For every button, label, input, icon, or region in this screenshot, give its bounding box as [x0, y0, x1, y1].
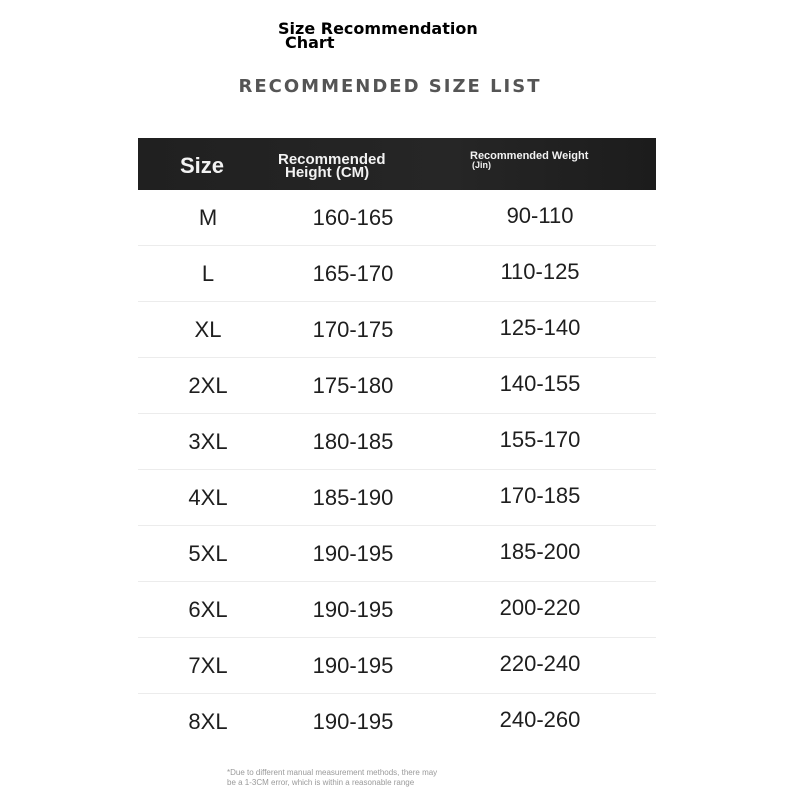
cell-size: 4XL [188, 485, 228, 510]
cell-size: 2XL [188, 373, 228, 398]
cell-size: 7XL [188, 653, 228, 678]
cell-size: 3XL [188, 429, 228, 454]
cell-height: 190-195 [312, 709, 394, 734]
recommended-size-list-heading: RECOMMENDED SIZE LIST [238, 76, 542, 97]
header-recommended-height [278, 153, 428, 179]
cell-weight: 155-170 [499, 427, 581, 452]
table-row [138, 190, 656, 246]
cell-size: L [201, 261, 215, 286]
cell-weight: 125-140 [499, 315, 581, 340]
table-row [138, 638, 656, 694]
cell-weight: 90-110 [506, 203, 574, 228]
table-row [138, 246, 656, 302]
cell-weight: 220-240 [499, 651, 581, 676]
chart-title-line1: Size Recommendation [278, 19, 478, 38]
cell-height: 170-175 [312, 317, 394, 342]
header-recommended-weight [470, 152, 640, 170]
cell-weight: 200-220 [499, 595, 581, 620]
cell-weight: 110-125 [500, 259, 580, 284]
cell-height: 185-190 [312, 485, 394, 510]
cell-height: 190-195 [312, 653, 394, 678]
cell-height: 160-165 [312, 205, 394, 230]
chart-title [278, 19, 518, 52]
cell-weight: 170-185 [499, 483, 581, 508]
header-weight-line2: (Jin) [472, 160, 491, 170]
header-weight-line1: Recommended Weight [470, 150, 589, 162]
table-row [138, 526, 656, 582]
table-row [138, 414, 656, 470]
table-row [138, 470, 656, 526]
cell-height: 190-195 [312, 541, 394, 566]
cell-height: 190-195 [312, 597, 394, 622]
cell-weight: 140-155 [499, 371, 581, 396]
header-size: Size [180, 153, 225, 178]
measurement-footnote: *Due to different manual measurement methods, there may be a 1-3CM error, which is within a reasonable range [227, 768, 438, 787]
cell-height: 180-185 [312, 429, 394, 454]
cell-size: 8XL [188, 709, 228, 734]
cell-size: 6XL [188, 597, 228, 622]
header-height-line1: Recommended [278, 151, 386, 168]
cell-size: M [198, 205, 218, 230]
table-row [138, 694, 656, 749]
size-table [138, 138, 656, 749]
cell-height: 175-180 [312, 373, 394, 398]
cell-weight: 240-260 [499, 707, 581, 732]
table-row [138, 582, 656, 638]
header-height-line2: Height (CM) [285, 164, 370, 181]
table-row [138, 358, 656, 414]
cell-size: 5XL [188, 541, 228, 566]
chart-title-line2: Chart [285, 33, 335, 52]
cell-weight: 185-200 [499, 539, 581, 564]
cell-size: XL [194, 317, 222, 342]
table-header [138, 138, 656, 190]
table-row [138, 302, 656, 358]
cell-height: 165-170 [312, 261, 394, 286]
